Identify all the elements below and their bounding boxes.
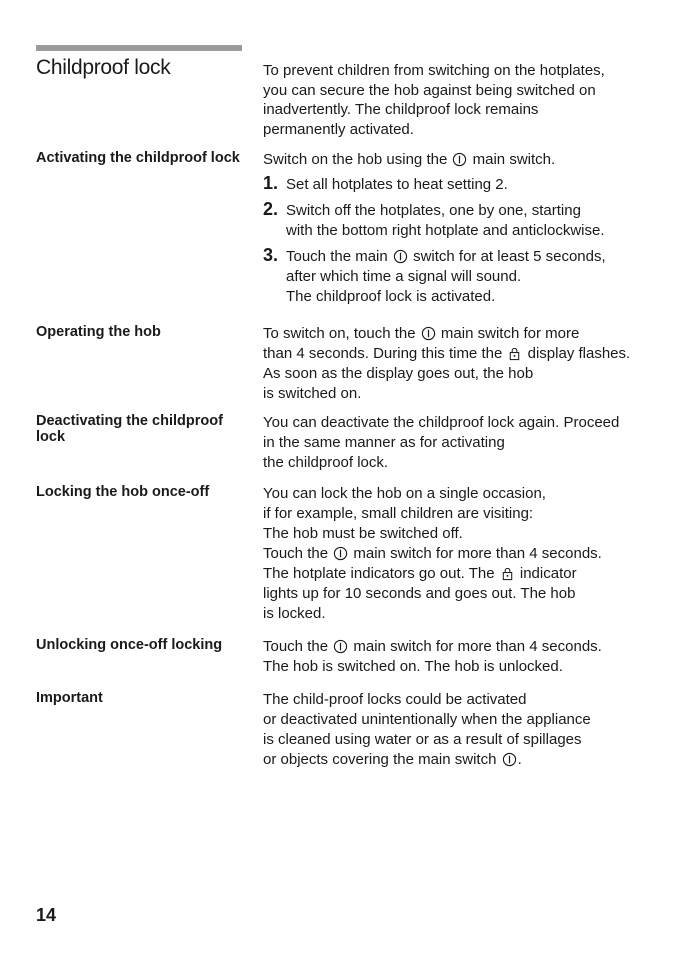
body-line: The hob must be switched off.: [263, 525, 463, 542]
page-number: 14: [36, 905, 57, 925]
body-line: lights up for 10 seconds and goes out. The hob: [263, 585, 576, 602]
step-line: Set all hotplates to heat setting 2.: [286, 176, 508, 193]
body-line: [263, 324, 648, 344]
section-body: [263, 484, 648, 624]
step-line: with the bottom right hotplate and anticlockwise.: [286, 222, 605, 239]
text: than 4 seconds. During this time the: [263, 345, 503, 362]
text: switch for at least 5 seconds,: [408, 248, 606, 265]
section-body: [263, 150, 648, 313]
body-line: or deactivated unintentionally when the appliance: [263, 711, 591, 728]
step-item: [263, 201, 648, 241]
body-line: The child-proof locks could be activated: [263, 691, 527, 708]
body-line: You can lock the hob on a single occasion,: [263, 485, 546, 502]
text: The hotplate indicators go out. The: [263, 565, 495, 582]
body-line: [263, 750, 648, 770]
step-line: Switch off the hotplates, one by one, starting: [286, 202, 581, 219]
body-line: if for example, small children are visiting:: [263, 505, 534, 522]
text: main switch.: [468, 151, 556, 168]
step-list: [263, 175, 648, 307]
body-line: As soon as the display goes out, the hob: [263, 365, 534, 382]
body-line: is locked.: [263, 605, 326, 622]
section-body: [263, 324, 648, 404]
body-line: [263, 344, 648, 364]
body-line: the childproof lock.: [263, 454, 389, 471]
text: indicator: [515, 565, 577, 582]
step-number: 1.: [263, 173, 279, 193]
step-item: [263, 247, 648, 307]
section-label: Deactivating the childproof lock: [36, 413, 223, 445]
body-line: [263, 637, 648, 657]
text: To switch on, touch the: [263, 325, 416, 342]
body-line: The hob is switched on. The hob is unlocked.: [263, 658, 563, 675]
section-label: Locking the hob once-off: [36, 484, 210, 500]
step-line: after which time a signal will sound.: [286, 268, 522, 285]
body-line: [263, 544, 648, 564]
lock-icon: [500, 566, 515, 581]
text: Touch the main: [286, 248, 388, 265]
lock-icon: [507, 346, 522, 361]
section-label: Activating the childproof lock: [36, 150, 240, 166]
text: Touch the: [263, 545, 329, 562]
text: display flashes.: [523, 345, 631, 362]
lead-line: [263, 150, 648, 170]
section-label: Important: [36, 690, 103, 706]
intro-line: inadvertently. The childproof lock remains: [263, 101, 539, 118]
section-body: [263, 637, 648, 677]
body-line: in the same manner as for activating: [263, 434, 505, 451]
text: main switch for more than 4 seconds.: [349, 545, 602, 562]
text: main switch for more: [436, 325, 580, 342]
text: Touch the: [263, 638, 329, 655]
power-switch-icon: [333, 546, 348, 561]
step-item: [263, 175, 648, 195]
text: or objects covering the main switch: [263, 751, 497, 768]
text: main switch for more than 4 seconds.: [349, 638, 602, 655]
step-number: 2.: [263, 199, 279, 219]
section-body: [263, 690, 648, 770]
body-line: You can deactivate the childproof lock again. Proceed: [263, 414, 620, 431]
section-label: Unlocking once-off locking: [36, 637, 223, 653]
step-number: 3.: [263, 245, 279, 265]
step-line: The childproof lock is activated.: [286, 288, 496, 305]
power-switch-icon: [452, 152, 467, 167]
power-switch-icon: [333, 639, 348, 654]
step-line: [286, 247, 648, 267]
text: Switch on the hob using the: [263, 151, 448, 168]
section-body: [263, 413, 648, 473]
body-line: [263, 564, 648, 584]
body-line: is switched on.: [263, 385, 362, 402]
power-switch-icon: [421, 326, 436, 341]
power-switch-icon: [393, 249, 408, 264]
text: .: [517, 751, 522, 768]
section-rule: [36, 45, 242, 51]
section-label: Operating the hob: [36, 324, 161, 340]
intro-line: you can secure the hob against being switched on: [263, 81, 596, 99]
body-line: is cleaned using water or as a result of spillages: [263, 731, 582, 748]
power-switch-icon: [502, 752, 517, 767]
intro-line: To prevent children from switching on the hotplates,: [263, 62, 605, 79]
intro-text: [263, 61, 643, 139]
intro-line: permanently activated.: [263, 120, 414, 138]
page-title: Childproof lock: [36, 56, 171, 79]
